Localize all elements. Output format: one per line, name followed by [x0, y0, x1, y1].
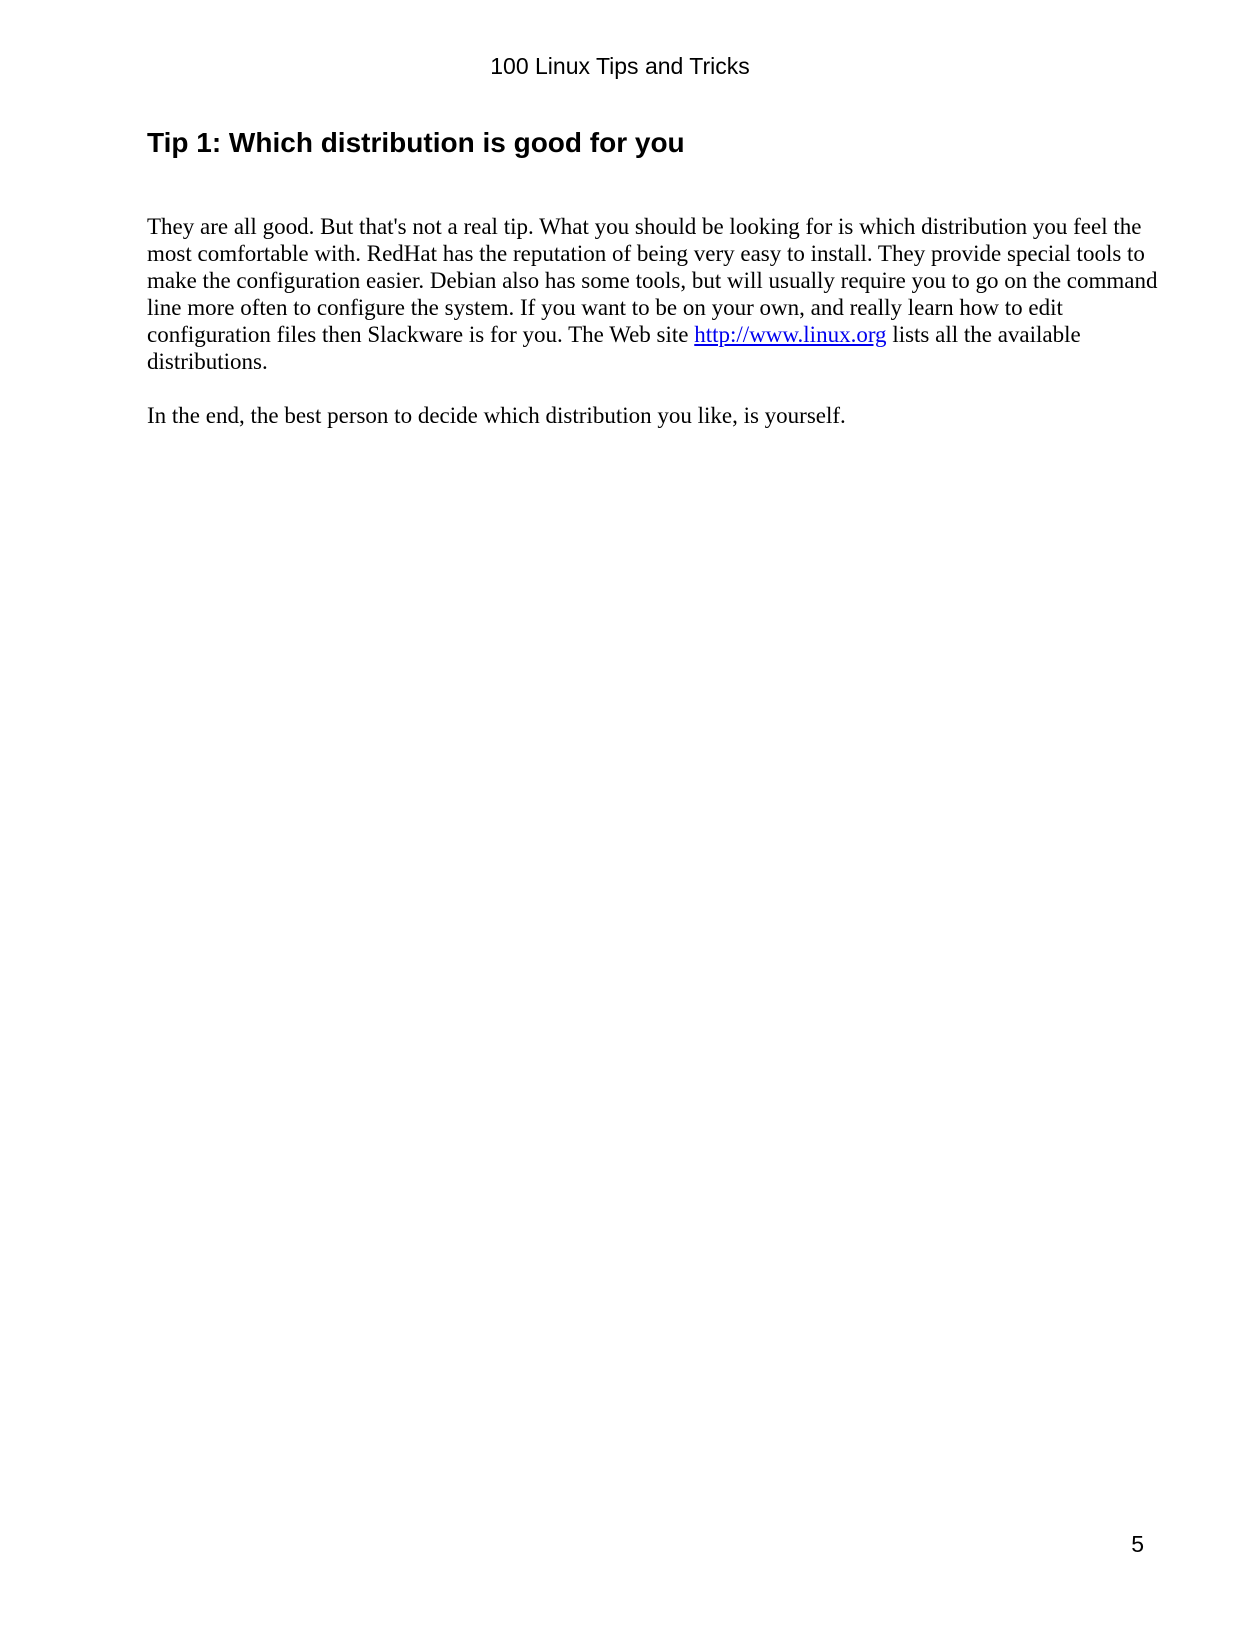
- tip-title: Tip 1: Which distribution is good for you: [147, 127, 685, 158]
- link-lead-text: configuration files then Slackware is for you. The Web site: [147, 322, 695, 347]
- running-header: 100 Linux Tips and Tricks: [490, 53, 750, 79]
- tip-paragraph-1: [147, 213, 1158, 375]
- paragraph-line: distributions.: [147, 349, 268, 374]
- paragraph-line: make the configuration easier. Debian also has some tools, but will usually require you to go on the command: [147, 268, 1158, 293]
- paragraph-line: They are all good. But that's not a real tip. What you should be looking for is which distribution you feel the: [147, 214, 1142, 239]
- tip-paragraph-2: In the end, the best person to decide which distribution you like, is yourself.: [147, 403, 846, 428]
- paragraph-line: line more often to configure the system. If you want to be on your own, and really learn how to edit: [147, 295, 1063, 320]
- paragraph-line: most comfortable with. RedHat has the reputation of being very easy to install. They provide special tools to: [147, 241, 1145, 266]
- link-trail-text: lists all the available: [886, 322, 1081, 347]
- paragraph-line-with-link: [147, 321, 1147, 348]
- linux-org-link[interactable]: http://www.linux.org: [694, 322, 887, 347]
- page-number: 5: [1131, 1531, 1144, 1557]
